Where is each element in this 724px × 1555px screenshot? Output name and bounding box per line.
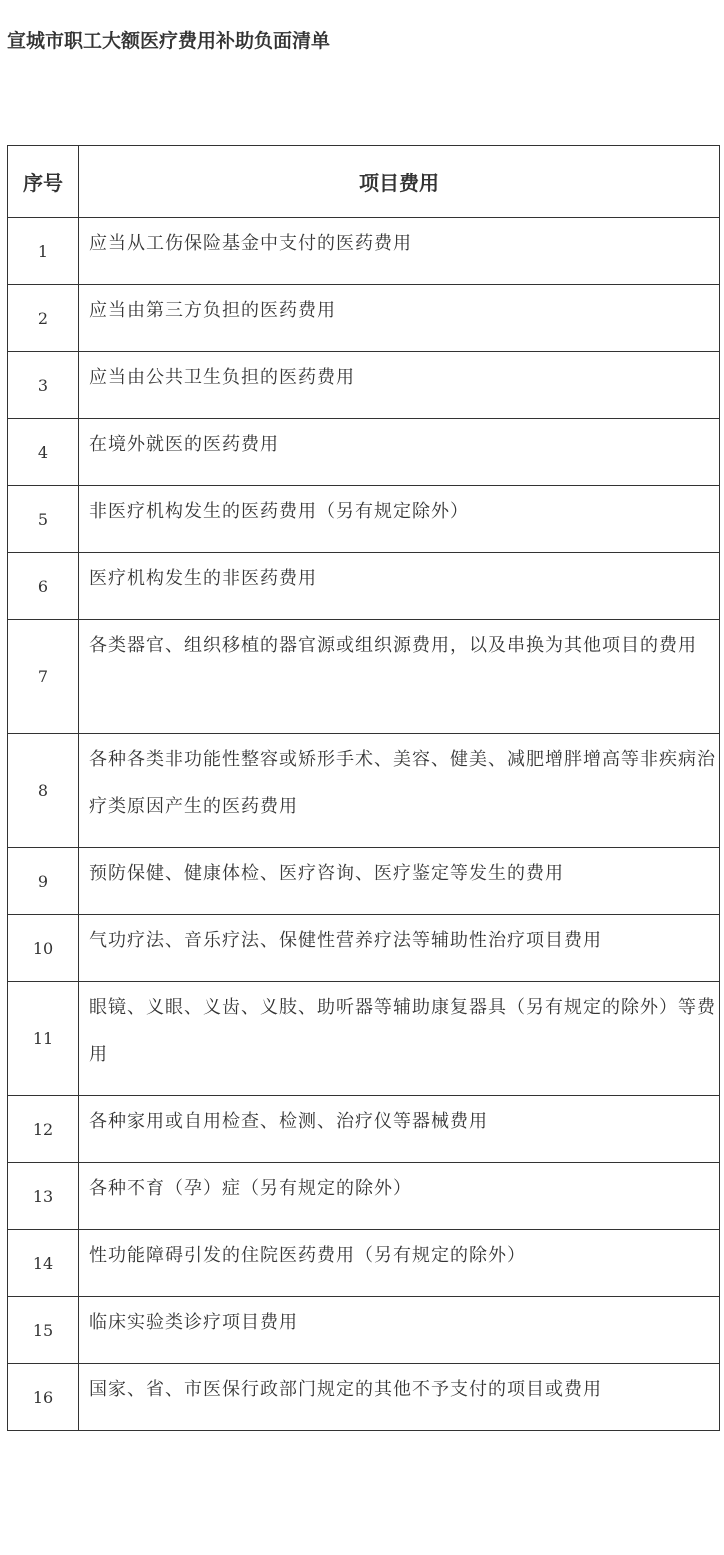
table-row: [8, 620, 720, 734]
table-row: [8, 285, 720, 352]
table-row: [8, 915, 720, 982]
row-index: 12: [8, 1096, 79, 1163]
header-index: 序号: [8, 146, 79, 218]
row-text: 应当由第三方负担的医药费用: [79, 285, 720, 352]
negative-list-table: [7, 145, 720, 1431]
table-row: [8, 734, 720, 848]
row-index: 4: [8, 419, 79, 486]
row-index: 11: [8, 982, 79, 1096]
row-text: 应当由公共卫生负担的医药费用: [79, 352, 720, 419]
header-item: 项目费用: [79, 146, 720, 218]
row-index: 10: [8, 915, 79, 982]
row-index: 6: [8, 553, 79, 620]
table-row: [8, 1297, 720, 1364]
table-row: [8, 352, 720, 419]
table-row: [8, 1364, 720, 1431]
row-text: 非医疗机构发生的医药费用（另有规定除外）: [79, 486, 720, 553]
row-index: 13: [8, 1163, 79, 1230]
row-text: 气功疗法、音乐疗法、保健性营养疗法等辅助性治疗项目费用: [79, 915, 720, 982]
table-row: [8, 1163, 720, 1230]
row-text: 预防保健、健康体检、医疗咨询、医疗鉴定等发生的费用: [79, 848, 720, 915]
table-row: [8, 553, 720, 620]
row-index: 15: [8, 1297, 79, 1364]
row-text: 各种不育（孕）症（另有规定的除外）: [79, 1163, 720, 1230]
row-index: 1: [8, 218, 79, 285]
table-row: [8, 848, 720, 915]
row-text: 性功能障碍引发的住院医药费用（另有规定的除外）: [79, 1230, 720, 1297]
row-text: 各种家用或自用检查、检测、治疗仪等器械费用: [79, 1096, 720, 1163]
row-index: 16: [8, 1364, 79, 1431]
row-index: 14: [8, 1230, 79, 1297]
row-index: 5: [8, 486, 79, 553]
table-row: [8, 1096, 720, 1163]
table-row: [8, 419, 720, 486]
row-index: 9: [8, 848, 79, 915]
row-text: 临床实验类诊疗项目费用: [79, 1297, 720, 1364]
row-text: 医疗机构发生的非医药费用: [79, 553, 720, 620]
table-header-row: [8, 146, 720, 218]
table-row: [8, 1230, 720, 1297]
row-index: 3: [8, 352, 79, 419]
table-row: [8, 982, 720, 1096]
row-text: 眼镜、义眼、义齿、义肢、助听器等辅助康复器具（另有规定的除外）等费用: [79, 982, 720, 1096]
row-text: 国家、省、市医保行政部门规定的其他不予支付的项目或费用: [79, 1364, 720, 1431]
row-text: 各种各类非功能性整容或矫形手术、美容、健美、减肥增胖增高等非疾病治疗类原因产生的医药费用: [79, 734, 720, 848]
page-title: 宣城市职工大额医疗费用补助负面清单: [7, 30, 331, 52]
row-index: 2: [8, 285, 79, 352]
row-index: 8: [8, 734, 79, 848]
row-index: 7: [8, 620, 79, 734]
row-text: 在境外就医的医药费用: [79, 419, 720, 486]
row-text: 各类器官、组织移植的器官源或组织源费用，以及串换为其他项目的费用: [79, 620, 720, 734]
table-row: [8, 486, 720, 553]
row-text: 应当从工伤保险基金中支付的医药费用: [79, 218, 720, 285]
table-row: [8, 218, 720, 285]
